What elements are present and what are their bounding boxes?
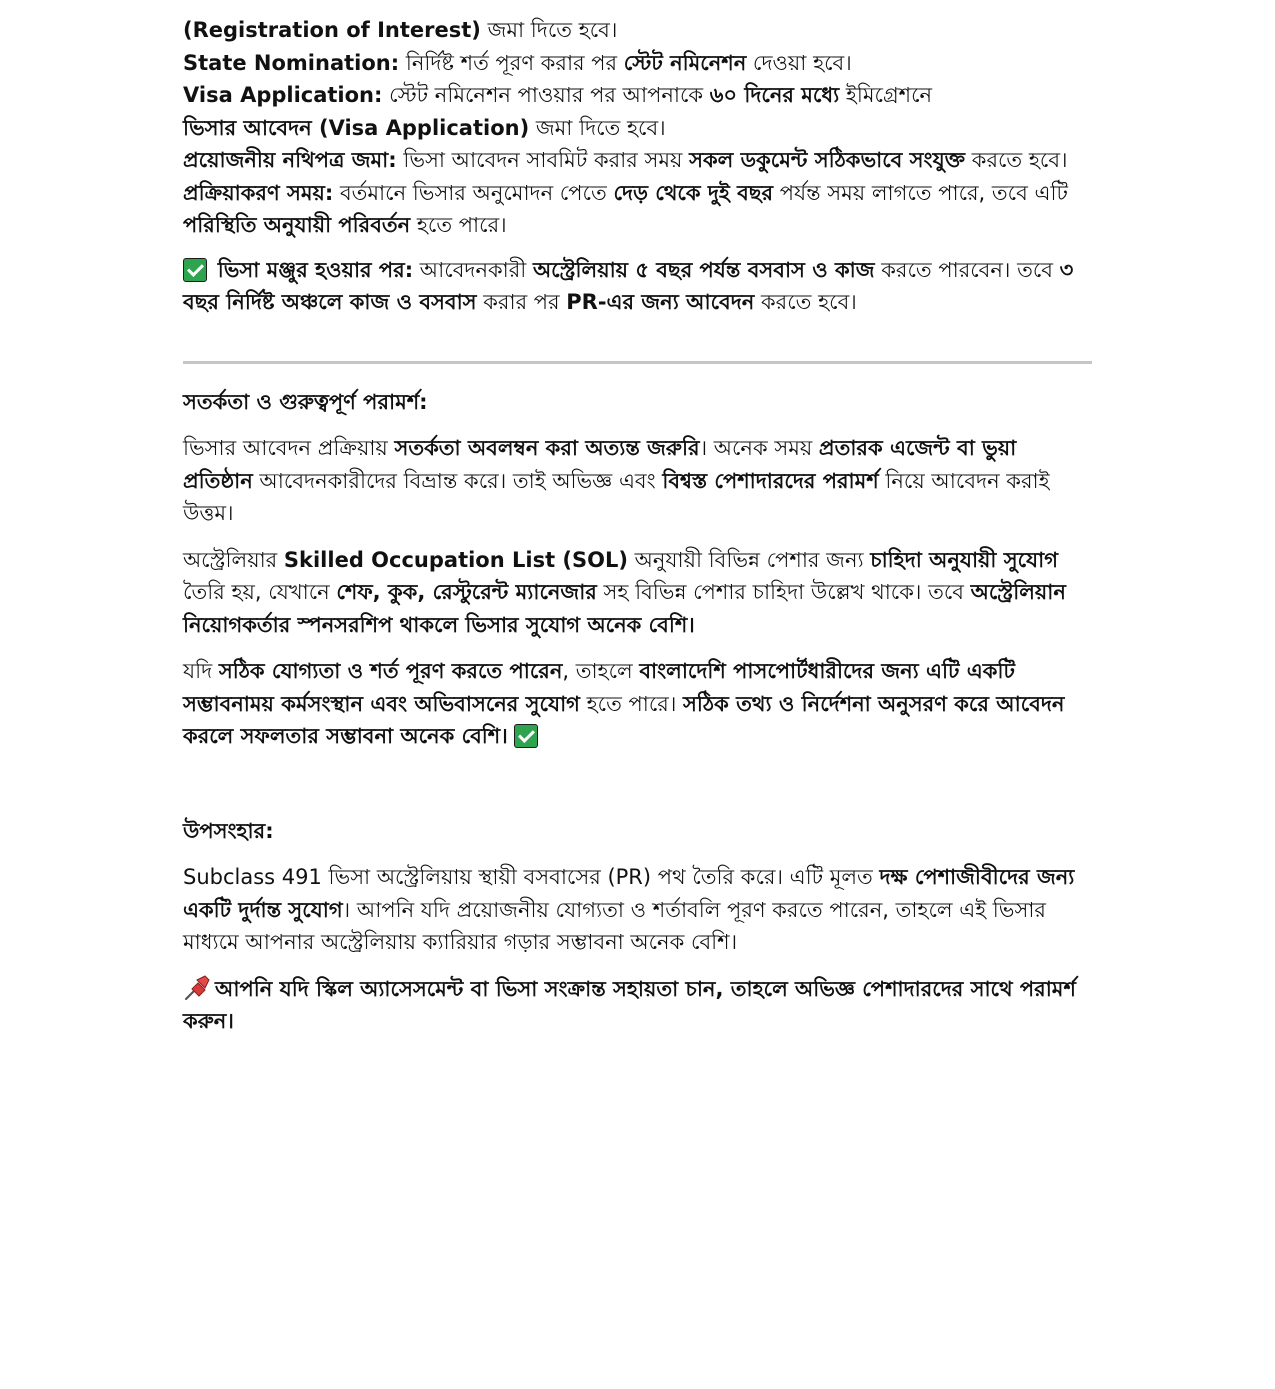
eoi-english-term: (Registration of Interest) [183,18,481,42]
after-approval-label: ভিসা মঞ্জুর হওয়ার পর: [217,257,414,282]
visa-application-bold-1: ৬০ দিনের মধ্যে [709,83,840,107]
conclusion-heading: উপসংহার: [183,818,274,843]
caution-heading: সতর্কতা ও গুরুত্বপূর্ণ পরামর্শ: [183,389,428,414]
processing-time-label: প্রক্রিয়াকরণ সময়: [183,180,334,205]
state-nomination-text-2: দেওয়া হবে। [746,50,852,75]
caution-p2-text-2: অনুযায়ী বিভিন্ন পেশার জন্য [627,547,871,572]
caution-p3-text-2: , তাহলে [562,659,640,683]
processing-text-2: পর্যন্ত সময় লাগতে পারে, তবে এটি [773,180,1068,205]
eoi-continuation [183,14,1093,47]
conclusion-text-2: । আপনি যদি প্রয়োজনীয় যোগ্যতা ও শর্তাবলি পূরণ করতে পারেন, তাহলে এই ভিসার মাধ্যমে আপনার অস্ট্রেলিয়ায় ক্যারিয়ার গড়ার সম্ভাবনা অনেক বেশি। [183,897,1046,954]
processing-text-1: বর্তমানে ভিসার অনুমোদন পেতে [333,180,614,205]
check-mark-button-icon [183,258,207,282]
eoi-rest-text: জমা দিতে হবে। [480,18,618,42]
check-mark-button-icon [514,724,538,748]
visa-application-bold-2: ভিসার আবেদন (Visa Application) [183,115,530,140]
caution-p3-bold-3: সঠিক তথ্য ও নির্দেশনা অনুসরণ করে আবেদন করলে সফলতার সম্ভাবনা অনেক বেশি। [183,691,1065,748]
state-nomination-step [183,47,1093,80]
caution-paragraph-2 [183,544,1093,642]
caution-p2-bold-1: Skilled Occupation List (SOL) [283,547,628,572]
pushpin-icon [183,974,211,1002]
processing-bold-2: পরিস্থিতি অনুযায়ী পরিবর্তন [183,213,411,237]
processing-text-3: হতে পারে। [410,213,507,237]
conclusion-text-1: Subclass 491 ভিসা অস্ট্রেলিয়ায় স্থায়ী বসবাসের (PR) পথ তৈরি করে। এটি মূলত [183,865,880,889]
after-approval-bold-1: অস্ট্রেলিয়ায় ৫ বছর পর্যন্ত বসবাস ও কাজ [533,257,875,282]
call-to-action [183,973,1093,1038]
caution-p1-bold-1: সতর্কতা অবলম্বন করা অত্যন্ত জরুরি [394,436,700,460]
visa-application-text-1: স্টেট নমিনেশন পাওয়ার পর আপনাকে [382,83,710,107]
caution-p1-bold-3: বিশ্বস্ত পেশাদারদের পরামর্শ [662,468,879,493]
documents-text-2: করতে হবে। [965,148,1068,172]
state-nomination-label: State Nomination: [183,50,400,75]
documents-label: প্রয়োজনীয় নথিপত্র জমা: [183,148,397,172]
documents-text-1: ভিসা আবেদন সাবমিট করার সময় [396,148,690,172]
processing-bold-1: দেড় থেকে দুই বছর [613,180,774,205]
caution-p1-text-1: ভিসার আবেদন প্রক্রিয়ায় [183,436,395,460]
caution-p3-text-3: হতে পারে। [579,691,684,716]
caution-p2-bold-3: শেফ, কুক, রেস্টুরেন্ট ম্যানেজার [336,580,597,604]
after-approval-text-1: আবেদনকারী [413,257,533,282]
caution-p2-text-4: সহ বিভিন্ন পেশার চাহিদা উল্লেখ থাকে। তবে [596,580,971,604]
caution-p1-text-2: । অনেক সময় [699,436,819,460]
caution-p2-bold-2: চাহিদা অনুযায়ী সুযোগ [870,547,1059,572]
processing-time-step [183,177,1093,242]
state-nomination-bold-1: স্টেট নমিনেশন [623,50,747,75]
conclusion-bold-1: দক্ষ পেশাজীবীদের জন্য একটি দুর্দান্ত সুযোগ [183,865,1075,922]
caution-p3-bold-1: সঠিক যোগ্যতা ও শর্ত পূরণ করতে পারেন [218,659,563,683]
state-nomination-text-1: নির্দিষ্ট শর্ত পূরণ করার পর [399,50,624,75]
after-approval-bold-3: PR-এর জন্য আবেদন [566,290,755,314]
conclusion-paragraph [183,861,1093,959]
after-approval-text-4: করতে হবে। [754,290,857,314]
caution-p1-bold-2: প্রতারক এজেন্ট বা ভুয়া প্রতিষ্ঠান [183,436,1017,493]
after-approval-text-3: করার পর [476,290,567,314]
call-to-action-text: আপনি যদি স্কিল অ্যাসেসমেন্ট বা ভিসা সংক্রান্ত সহায়তা চান, তাহলে অভিজ্ঞ পেশাদারদের সাথে পরামর্শ করুন। [183,976,1076,1033]
caution-p2-text-3: তৈরি হয়, যেখানে [183,580,337,604]
caution-paragraph-3 [183,655,1093,753]
visa-application-text-2: ইমিগ্রেশনে [839,83,933,107]
caution-paragraph-1 [183,432,1093,530]
after-approval-paragraph [183,254,1093,319]
caution-p1-text-4: নিয়ে আবেদন করাই উত্তম। [183,468,1050,525]
visa-application-text-3: জমা দিতে হবে। [529,115,666,140]
caution-p2-text-1: অস্ট্রেলিয়ার [183,547,284,572]
after-approval-text-2: করতে পারবেন। তবে [874,257,1060,282]
caution-p3-text-1: যদি [183,659,219,683]
caution-p3-bold-2: বাংলাদেশি পাসপোর্টধারীদের জন্য এটি একটি সম্ভাবনাময় কর্মসংস্থান এবং অভিবাসনের সুযোগ [183,659,1015,716]
documents-bold-1: সকল ডকুমেন্ট সঠিকভাবে সংযুক্ত [689,148,966,172]
caution-p1-text-3: আবেদনকারীদের বিভ্রান্ত করে। তাই অভিজ্ঞ এবং [252,468,663,493]
caution-p2-bold-4: অস্ট্রেলিয়ান নিয়োগকর্তার স্পনসরশিপ থাকলে ভিসার সুযোগ অনেক বেশি। [183,580,1066,637]
section-divider [183,361,1092,364]
document-content [183,14,1093,1038]
visa-application-label: Visa Application: [183,83,383,107]
after-approval-bold-2: ৩ বছর নির্দিষ্ট অঞ্চলে কাজ ও বসবাস [183,257,1074,314]
visa-application-step [183,79,1093,144]
documents-step [183,144,1093,177]
